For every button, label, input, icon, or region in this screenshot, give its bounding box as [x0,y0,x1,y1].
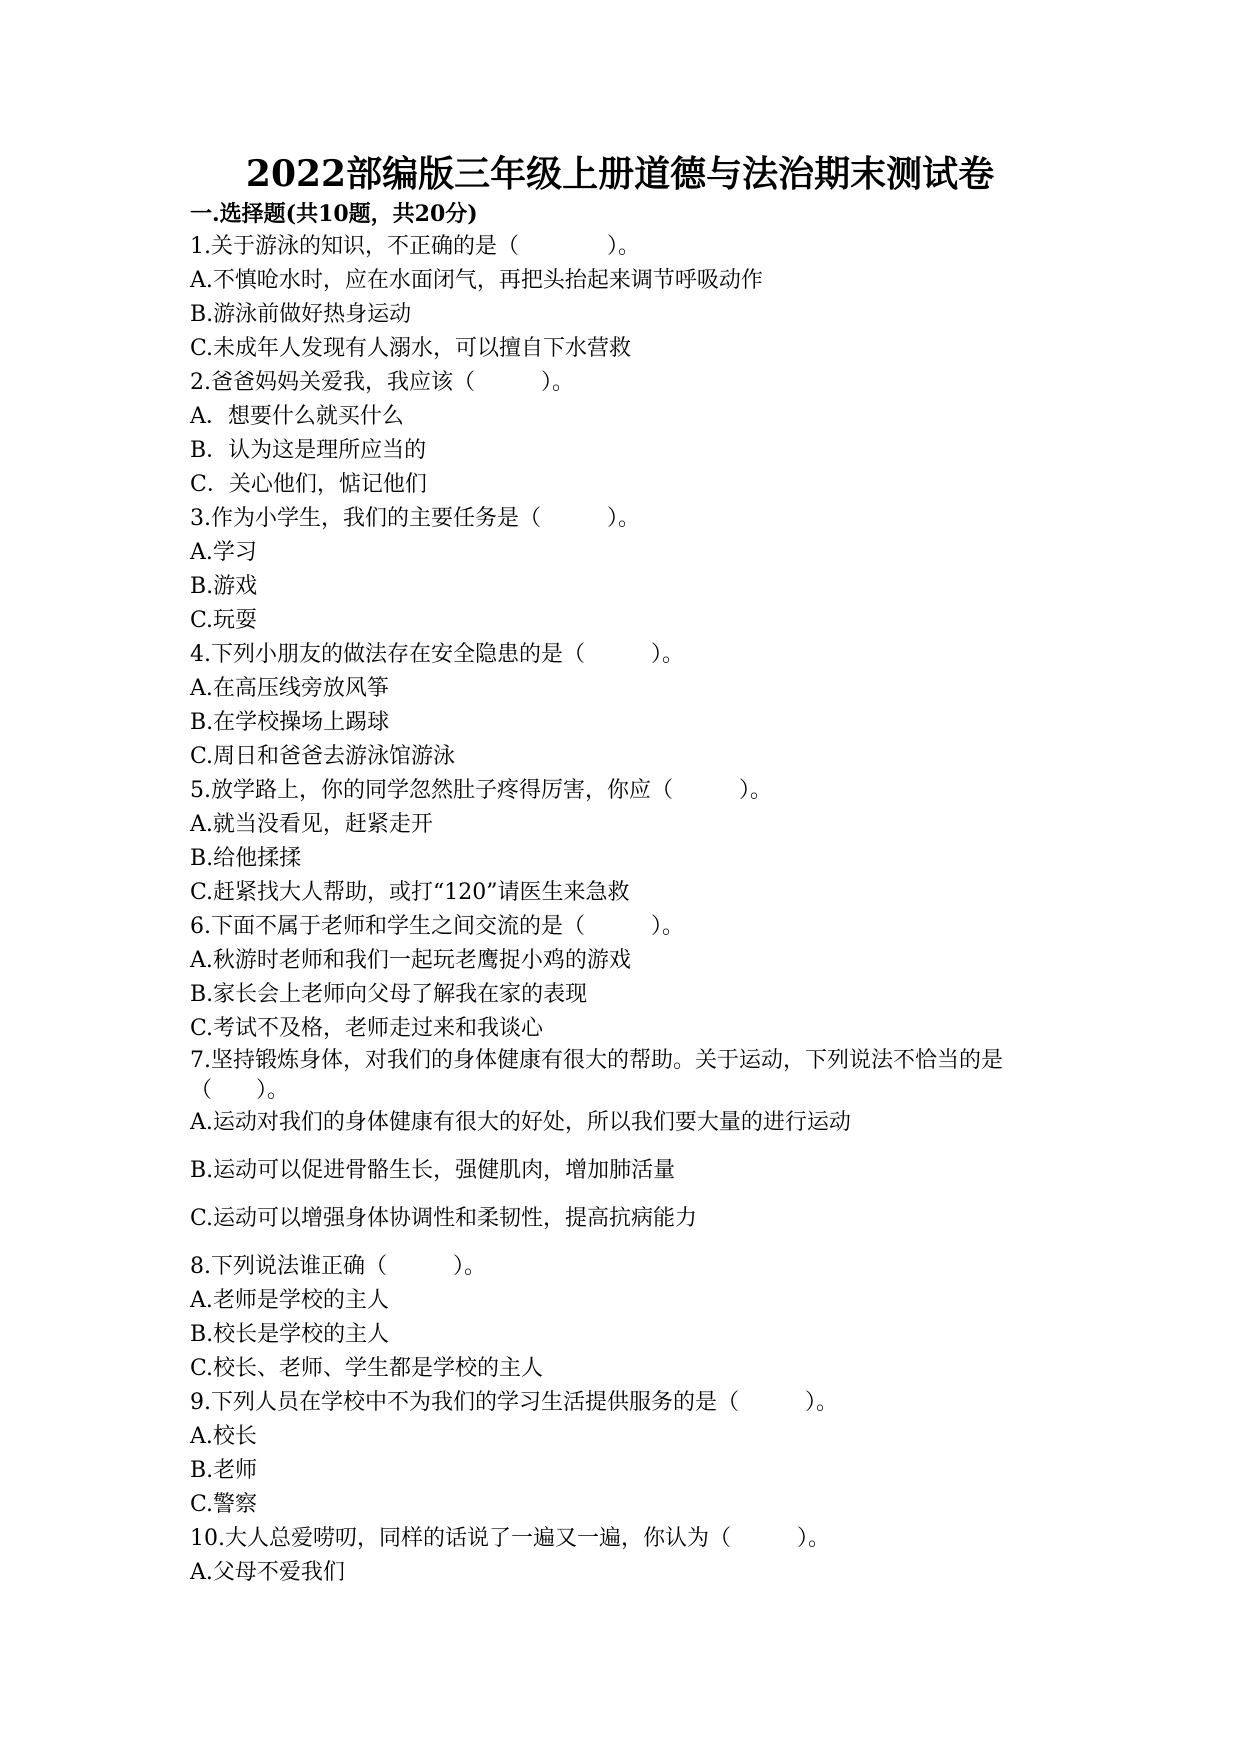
question-stem: 7.坚持锻炼身体，对我们的身体健康有很大的帮助。关于运动，下列说法不恰当的是（ ）。 [190,1048,1003,1103]
question-list [190,230,1050,1590]
spacer [190,1140,1050,1154]
option-c: C.运动可以增强身体协调性和柔韧性，提高抗病能力 [190,1206,698,1231]
option-b: B.老师 [190,1458,258,1483]
option-a: A.运动对我们的身体健康有很大的好处，所以我们要大量的进行运动 [190,1110,851,1135]
option-c: C.玩耍 [190,608,258,633]
option-a: A.老师是学校的主人 [190,1288,389,1313]
option-a: A.校长 [190,1424,257,1449]
question-stem: 9.下列人员在学校中不为我们的学习生活提供服务的是（ ）。 [190,1390,838,1415]
section-heading: 一.选择题(共10题，共20分) [190,201,478,227]
option-b: B.校长是学校的主人 [190,1322,390,1347]
page-title: 2022部编版三年级上册道德与法治期末测试卷 [245,153,995,195]
option-c: C.校长、老师、学生都是学校的主人 [190,1356,544,1381]
question-stem: 1.关于游泳的知识，不正确的是（ ）。 [190,234,640,259]
option-b: B.游戏 [190,574,258,599]
option-b: B.运动可以促进骨骼生长，强健肌肉，增加肺活量 [190,1158,676,1183]
question-stem: 5.放学路上，你的同学忽然肚子疼得厉害，你应（ ）。 [190,778,772,803]
question-stem: 8.下列说法谁正确（ ）。 [190,1254,486,1279]
question-stem: 2.爸爸妈妈关爱我，我应该（ ）。 [190,370,574,395]
spacer [190,1188,1050,1202]
option-a: A.就当没看见，赶紧走开 [190,812,433,837]
option-c: C．关心他们，惦记他们 [190,472,427,497]
option-b: B.游泳前做好热身运动 [190,302,412,327]
option-a: A.学习 [190,540,257,565]
option-a: A.秋游时老师和我们一起玩老鹰捉小鸡的游戏 [190,948,631,973]
option-a: A.不慎呛水时，应在水面闭气，再把头抬起来调节呼吸动作 [190,268,763,293]
option-c: C.警察 [190,1492,258,1517]
option-b: B.在学校操场上踢球 [190,710,390,735]
option-c: C.赶紧找大人帮助，或打“120”请医生来急救 [190,880,630,905]
option-c: C.考试不及格，老师走过来和我谈心 [190,1016,544,1041]
option-c: C.周日和爸爸去游泳馆游泳 [190,744,456,769]
option-b: B.给他揉揉 [190,846,302,871]
question-stem: 4.下列小朋友的做法存在安全隐患的是（ ）。 [190,642,684,667]
option-a: A.父母不爱我们 [190,1560,345,1585]
option-a: A.在高压线旁放风筝 [190,676,389,701]
option-a: A．想要什么就买什么 [190,404,404,429]
spacer [190,1236,1050,1250]
option-c: C.未成年人发现有人溺水，可以擅自下水营救 [190,336,632,361]
option-b: B.家长会上老师向父母了解我在家的表现 [190,982,588,1007]
option-b: B．认为这是理所应当的 [190,438,427,463]
question-stem: 3.作为小学生，我们的主要任务是（ ）。 [190,506,640,531]
question-stem: 6.下面不属于老师和学生之间交流的是（ ）。 [190,914,684,939]
question-stem: 10.大人总爱唠叨，同样的话说了一遍又一遍，你认为（ ）。 [190,1526,830,1551]
